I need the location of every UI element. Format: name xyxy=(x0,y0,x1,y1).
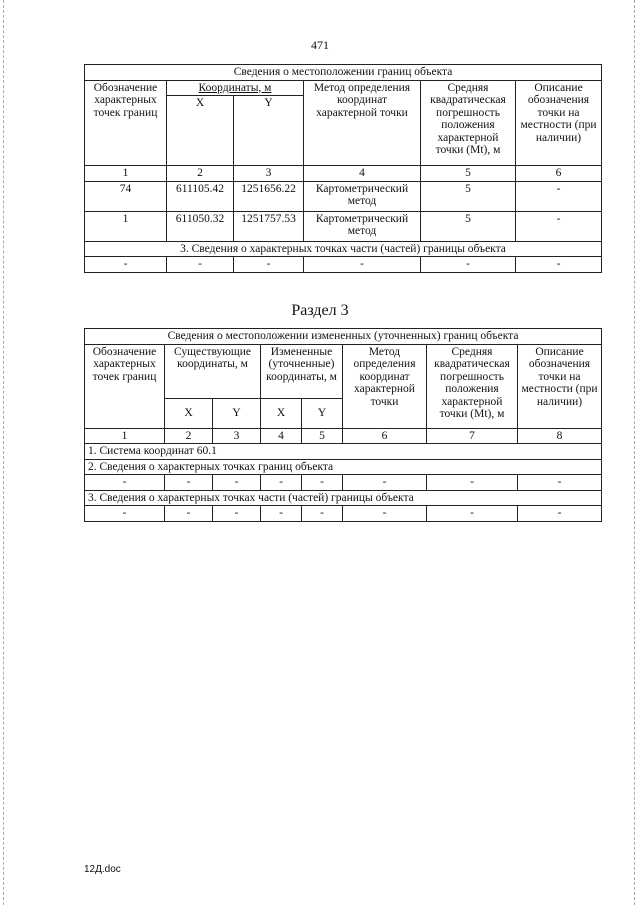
cell-empty: - xyxy=(427,475,518,491)
header-accuracy: Средняя квадратическая погрешность положения характерной точки (Mt), м xyxy=(427,344,518,428)
header-description: Описание обозначения точки на местности (при наличии) xyxy=(516,80,602,166)
subsection-header: 3. Сведения о характерных точках части (частей) границы объекта xyxy=(85,490,602,506)
column-number: 6 xyxy=(516,166,602,182)
cell-x: 611105.42 xyxy=(167,181,234,211)
header-method: Метод определения координат характерной точки xyxy=(304,80,421,166)
table-caption: Сведения о местоположении границ объекта xyxy=(85,65,602,81)
header-y: Y xyxy=(234,96,304,166)
cell-empty: - xyxy=(85,257,167,273)
table-row xyxy=(85,211,602,241)
cell-empty: - xyxy=(234,257,304,273)
column-number: 3 xyxy=(213,428,261,444)
cell-empty: - xyxy=(261,475,302,491)
cell-empty: - xyxy=(302,475,343,491)
header-changed-coordinates: Измененные (уточненные) координаты, м xyxy=(261,344,343,398)
cell-y: 1251656.22 xyxy=(234,181,304,211)
header-x: X xyxy=(261,398,302,428)
cell-empty: - xyxy=(427,506,518,522)
subsection-header: 2. Сведения о характерных точках границ объекта xyxy=(85,459,602,475)
column-number: 5 xyxy=(302,428,343,444)
table-caption: Сведения о местоположении измененных (уточненных) границ объекта xyxy=(85,329,602,345)
object-boundaries-table xyxy=(84,64,602,273)
column-number: 1 xyxy=(85,166,167,182)
header-y: Y xyxy=(213,398,261,428)
changed-boundaries-table xyxy=(84,328,602,522)
column-number: 5 xyxy=(421,166,516,182)
cell-empty: - xyxy=(261,506,302,522)
header-x: X xyxy=(165,398,213,428)
cell-empty: - xyxy=(518,475,602,491)
file-name: 12Д.doc xyxy=(84,864,121,875)
cell-empty: - xyxy=(518,506,602,522)
column-number: 7 xyxy=(427,428,518,444)
table-row xyxy=(85,181,602,211)
cell-accuracy: 5 xyxy=(421,181,516,211)
cell-empty: - xyxy=(213,475,261,491)
header-method: Метод определения координат характерной точки xyxy=(343,344,427,428)
column-number: 8 xyxy=(518,428,602,444)
cell-y: 1251757.53 xyxy=(234,211,304,241)
cell-empty: - xyxy=(213,506,261,522)
cell-empty: - xyxy=(343,475,427,491)
table-row xyxy=(85,475,602,491)
subsection-header: 3. Сведения о характерных точках части (частей) границы объекта xyxy=(85,241,602,257)
cell-empty: - xyxy=(165,506,213,522)
cell-description: - xyxy=(516,211,602,241)
cell-description: - xyxy=(516,181,602,211)
cell-x: 611050.32 xyxy=(167,211,234,241)
page-number: 471 xyxy=(311,38,329,52)
scan-edge-left xyxy=(3,0,4,905)
header-coordinates: Координаты, м xyxy=(167,80,304,96)
cell-empty: - xyxy=(302,506,343,522)
table-row xyxy=(85,257,602,273)
header-designation: Обозначение характерных точек границ xyxy=(85,344,165,428)
cell-empty: - xyxy=(165,475,213,491)
cell-empty: - xyxy=(421,257,516,273)
header-y: Y xyxy=(302,398,343,428)
column-number: 6 xyxy=(343,428,427,444)
column-number: 4 xyxy=(304,166,421,182)
column-number: 3 xyxy=(234,166,304,182)
table-row xyxy=(85,506,602,522)
cell-empty: - xyxy=(85,475,165,491)
cell-accuracy: 5 xyxy=(421,211,516,241)
scan-edge-right xyxy=(634,0,635,905)
cell-point: 1 xyxy=(85,211,167,241)
section-title: Раздел 3 xyxy=(291,302,349,319)
column-number: 4 xyxy=(261,428,302,444)
column-number: 1 xyxy=(85,428,165,444)
cell-empty: - xyxy=(516,257,602,273)
header-existing-coordinates: Существующие координаты, м xyxy=(165,344,261,398)
cell-method: Картометрический метод xyxy=(304,181,421,211)
header-description: Описание обозначения точки на местности (при наличии) xyxy=(518,344,602,428)
coordinate-system-row: 1. Система координат 60.1 xyxy=(85,444,602,460)
cell-empty: - xyxy=(343,506,427,522)
cell-method: Картометрический метод xyxy=(304,211,421,241)
column-number: 2 xyxy=(167,166,234,182)
header-designation: Обозначение характерных точек границ xyxy=(85,80,167,166)
cell-point: 74 xyxy=(85,181,167,211)
header-x: X xyxy=(167,96,234,166)
cell-empty: - xyxy=(167,257,234,273)
column-number: 2 xyxy=(165,428,213,444)
header-accuracy: Средняя квадратическая погрешность положения характерной точки (Mt), м xyxy=(421,80,516,166)
cell-empty: - xyxy=(85,506,165,522)
cell-empty: - xyxy=(304,257,421,273)
